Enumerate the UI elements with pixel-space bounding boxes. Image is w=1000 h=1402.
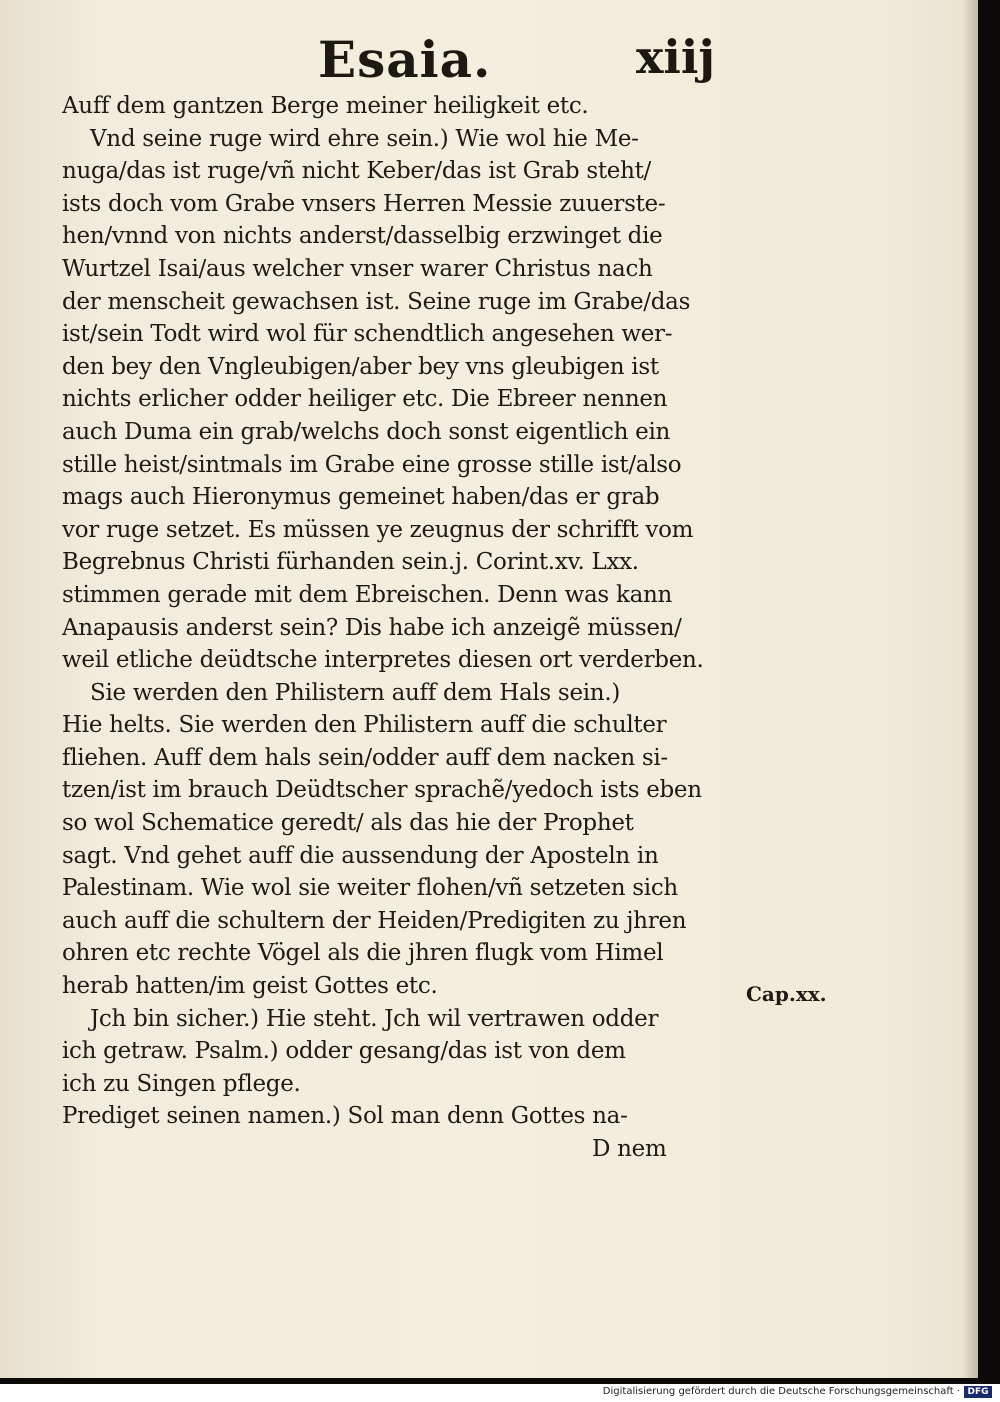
dfg-logo-icon: DFG (964, 1386, 992, 1398)
text-line: auch auff die schultern der Heiden/Predigiten zu jhren (62, 907, 687, 934)
running-title: Esaia. (318, 30, 492, 89)
text-line: Sie werden den Philistern auff dem Hals sein.) (90, 679, 621, 706)
body-text (62, 90, 736, 1166)
text-line: ich zu Singen pflege. (62, 1070, 301, 1097)
text-line: Jch bin sicher.) Hie steht. Jch wil vertrawen odder (90, 1005, 659, 1032)
text-line: hen/vnnd von nichts anderst/dasselbig erzwinget die (62, 223, 663, 250)
text-line: Prediget seinen namen.) Sol man denn Gottes na- (62, 1103, 628, 1130)
funding-credit: Digitalisierung gefördert durch die Deutsche Forschungsgemeinschaft · (602, 1386, 960, 1397)
text-line: Vnd seine ruge wird ehre sein.) Wie wol hie Me- (90, 125, 639, 152)
text-line: Anapausis anderst sein? Dis habe ich anzeigẽ müssen/ (62, 614, 682, 641)
marginal-note: Cap.xx. (746, 982, 827, 1006)
text-line: tzen/ist im brauch Deüdtscher sprachẽ/yedoch ists eben (62, 777, 702, 804)
text-line: nuga/das ist ruge/vñ nicht Keber/das ist Grab steht/ (62, 158, 651, 185)
text-line: mags auch Hieronymus gemeinet haben/das er grab (62, 484, 660, 511)
text-line: so wol Schematice geredt/ als das hie der Prophet (62, 810, 634, 837)
catchword-line: D nem (592, 1136, 667, 1162)
text-line: den bey den Vngleubigen/aber bey vns gleubigen ist (62, 353, 659, 380)
text-line: herab hatten/im geist Gottes etc. (62, 973, 438, 1000)
text-line: ich getraw. Psalm.) odder gesang/das ist von dem (62, 1038, 626, 1065)
text-line: auch Duma ein grab/welchs doch sonst eigentlich ein (62, 418, 671, 445)
text-line: fliehen. Auff dem hals sein/odder auff dem nacken si- (62, 744, 668, 771)
text-line: ist/sein Todt wird wol für schendtlich angesehen wer- (62, 321, 673, 348)
text-line: Palestinam. Wie wol sie weiter flohen/vñ setzeten sich (62, 875, 678, 902)
folio-number: xiij (636, 30, 716, 84)
text-line: ists doch vom Grabe vnsers Herren Messie zuuerste- (62, 190, 666, 217)
text-line: Begrebnus Christi fürhanden sein.j. Corint.xv. Lxx. (62, 549, 639, 576)
text-line: stille heist/sintmals im Grabe eine grosse stille ist/also (62, 451, 682, 478)
text-line: weil etliche deüdtsche interpretes diesen ort verderben. (62, 647, 704, 674)
text-line: stimmen gerade mit dem Ebreischen. Denn was kann (62, 581, 673, 608)
text-line: vor ruge setzet. Es müssen ye zeugnus der schrifft vom (62, 516, 694, 543)
text-line: sagt. Vnd gehet auff die aussendung der Aposteln in (62, 842, 659, 869)
text-line: Wurtzel Isai/aus welcher vnser warer Christus nach (62, 255, 653, 282)
text-line: Hie helts. Sie werden den Philistern auff die schulter (62, 712, 667, 739)
text-line: nichts erlicher odder heiliger etc. Die Ebreer nennen (62, 386, 668, 413)
text-line: der menscheit gewachsen ist. Seine ruge im Grabe/das (62, 288, 691, 315)
text-line: Auff dem gantzen Berge meiner heiligkeit etc. (62, 93, 589, 119)
text-line: ohren etc rechte Vögel als die jhren flugk vom Himel (62, 940, 664, 967)
